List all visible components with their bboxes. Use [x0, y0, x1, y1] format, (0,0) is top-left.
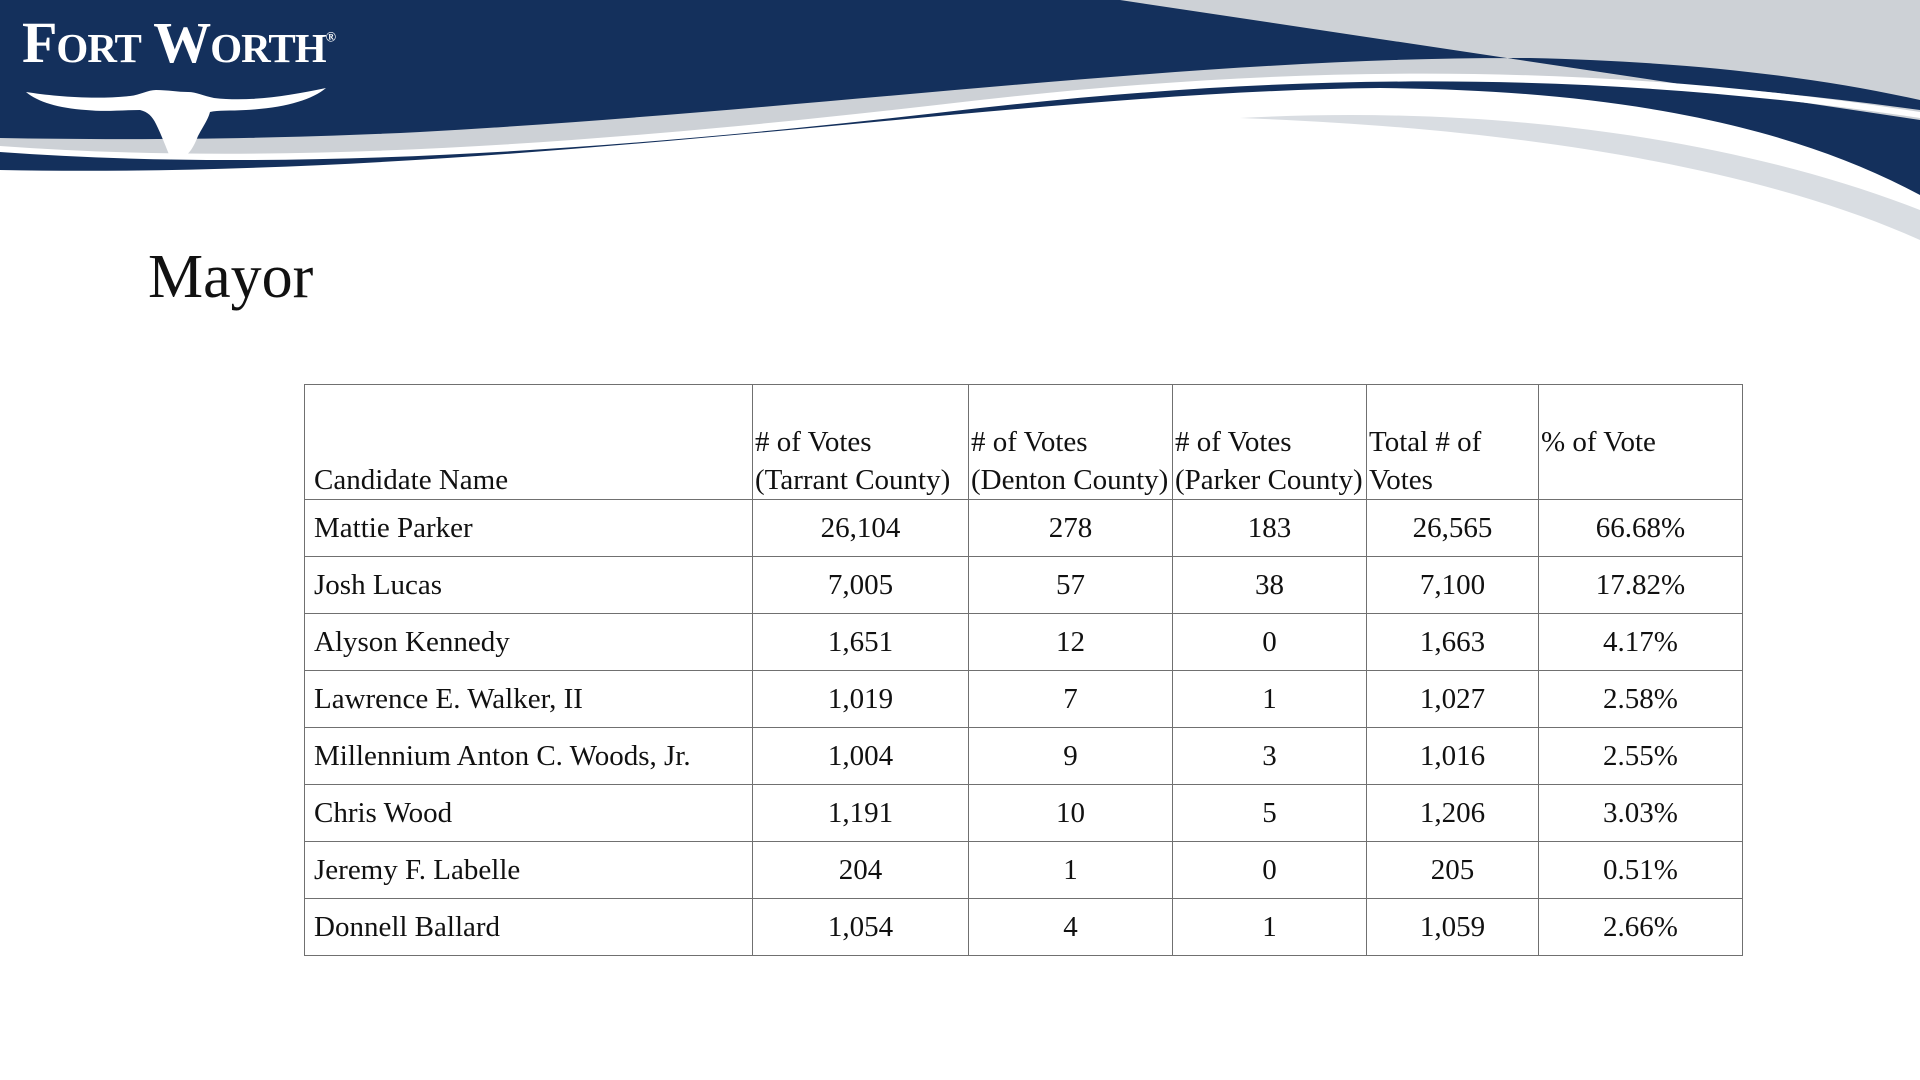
vote-percent: 2.55% [1539, 728, 1743, 785]
votes-parker: 183 [1173, 500, 1367, 557]
column-header-parker: # of Votes (Parker County) [1173, 385, 1367, 500]
vote-percent: 2.58% [1539, 671, 1743, 728]
votes-total: 7,100 [1367, 557, 1539, 614]
vote-percent: 2.66% [1539, 899, 1743, 956]
votes-parker: 3 [1173, 728, 1367, 785]
table-row [305, 728, 1743, 785]
votes-tarrant: 1,019 [753, 671, 969, 728]
column-header-percent: % of Vote [1539, 385, 1743, 500]
votes-parker: 0 [1173, 614, 1367, 671]
votes-denton: 9 [969, 728, 1173, 785]
table-row [305, 899, 1743, 956]
votes-tarrant: 26,104 [753, 500, 969, 557]
votes-parker: 0 [1173, 842, 1367, 899]
vote-percent: 4.17% [1539, 614, 1743, 671]
votes-denton: 1 [969, 842, 1173, 899]
candidate-name: Chris Wood [305, 785, 753, 842]
votes-denton: 57 [969, 557, 1173, 614]
vote-percent: 17.82% [1539, 557, 1743, 614]
mayor-results-table [304, 384, 1743, 956]
votes-denton: 4 [969, 899, 1173, 956]
votes-tarrant: 1,651 [753, 614, 969, 671]
votes-parker: 38 [1173, 557, 1367, 614]
candidate-name: Alyson Kennedy [305, 614, 753, 671]
vote-percent: 3.03% [1539, 785, 1743, 842]
votes-denton: 12 [969, 614, 1173, 671]
table-row [305, 500, 1743, 557]
votes-tarrant: 204 [753, 842, 969, 899]
table-header-row [305, 385, 1743, 500]
votes-total: 26,565 [1367, 500, 1539, 557]
votes-tarrant: 1,004 [753, 728, 969, 785]
candidate-name: Millennium Anton C. Woods, Jr. [305, 728, 753, 785]
table-row [305, 785, 1743, 842]
votes-tarrant: 7,005 [753, 557, 969, 614]
column-header-tarrant: # of Votes (Tarrant County) [753, 385, 969, 500]
candidate-name: Donnell Ballard [305, 899, 753, 956]
table-row [305, 671, 1743, 728]
votes-denton: 278 [969, 500, 1173, 557]
votes-denton: 7 [969, 671, 1173, 728]
table-row [305, 614, 1743, 671]
votes-total: 1,027 [1367, 671, 1539, 728]
votes-total: 1,059 [1367, 899, 1539, 956]
page-title: Mayor [148, 243, 314, 311]
votes-parker: 5 [1173, 785, 1367, 842]
votes-parker: 1 [1173, 899, 1367, 956]
logo-wordmark: Fort Worth® [22, 10, 336, 75]
votes-denton: 10 [969, 785, 1173, 842]
candidate-name: Josh Lucas [305, 557, 753, 614]
votes-parker: 1 [1173, 671, 1367, 728]
vote-percent: 0.51% [1539, 842, 1743, 899]
votes-total: 1,663 [1367, 614, 1539, 671]
votes-total: 1,206 [1367, 785, 1539, 842]
candidate-name: Mattie Parker [305, 500, 753, 557]
fort-worth-logo [22, 10, 342, 154]
longhorn-steer-icon [22, 66, 342, 166]
votes-tarrant: 1,191 [753, 785, 969, 842]
votes-total: 205 [1367, 842, 1539, 899]
table-row [305, 557, 1743, 614]
column-header-denton: # of Votes (Denton County) [969, 385, 1173, 500]
candidate-name: Jeremy F. Labelle [305, 842, 753, 899]
column-header-total: Total # of Votes [1367, 385, 1539, 500]
vote-percent: 66.68% [1539, 500, 1743, 557]
candidate-name: Lawrence E. Walker, II [305, 671, 753, 728]
votes-tarrant: 1,054 [753, 899, 969, 956]
column-header-candidate: Candidate Name [305, 385, 753, 500]
table-row [305, 842, 1743, 899]
votes-total: 1,016 [1367, 728, 1539, 785]
